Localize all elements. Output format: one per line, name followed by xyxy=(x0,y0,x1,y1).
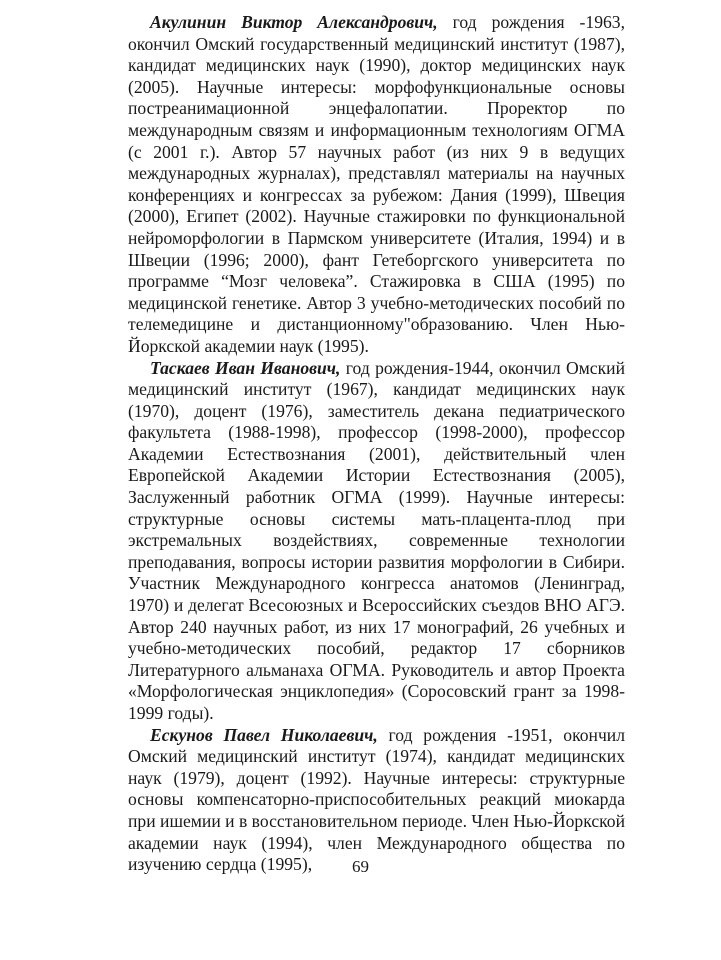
person-name: Таскаев Иван Иванович, xyxy=(150,357,341,378)
page-number: 69 xyxy=(352,857,369,876)
biography-text: год рождения -1963, окончил Омский государственный медицинский институт (1987), кандидат медицинских наук (1990), доктор медицинских наук (2005). Научные интересы: морфофункциональные основы постреанимационной энцефалопатии. Проректор по международным связям и информационным технологиям ОГМА (с 2001 г.). Автор 57 научных работ (из них 9 в ведущих международных журналах), представлял материалы на научных конференциях и конгрессах за рубежом: Дания (1999), Швеция (2000), Египет (2002). Научные стажировки по функциональной нейроморфологии в Пармском университете (Италия, 1994) и в Швеции (1996; 2000), фант Гетеборгского университета по программе “Мозг человека”. Стажировка в США (1995) по медицинской генетике. Автор 3 учебно-методических пособий по телемедицине и дистанционному"образованию. Член Нью-Йоркской академии наук (1995). xyxy=(128,12,625,356)
biography-text: год рождения -1951, окончил Омский медицинский институт (1974), кандидат медицинских наук (1979), доцент (1992). Научные интересы: структурные основы компенсаторно-приспособительных реакций миокарда при ишемии и в восстановительном периоде. Член Нью-Йоркской академии наук (1994), член Международного общества по изучению сердца (1995), xyxy=(128,724,626,875)
biography-text: год рождения-1944, окончил Омский медицинский институт (1967), кандидат медицинских наук (1970), доцент (1976), заместитель декана педиатрического факультета (1988-1998), профессор (1998-2000), профессор Академии Естествознания (2001), действительный член Европейской Академии Истории Естествознания (2005), Заслуженный работник ОГМА (1999). Научные интересы: структурные основы системы мать-плацента-плод при экстремальных воздействиях, современные технологии преподавания, вопросы истории развития морфологии в Сибири. Участник Международного конгресса анатомов (Ленинград, 1970) и делегат Всесоюзных и Всероссийских съездов ВНО АГЭ. Автор 240 научных работ, из них 17 монографий, 26 учебных и учебно-методических пособий, редактор 17 сборников Литературного альманаха ОГМА. Руководитель и автор Проекта «Морфологическая энциклопедия» (Соросовский грант за 1998-1999 годы). xyxy=(128,357,625,723)
person-name: Акулинин Виктор Александрович, xyxy=(150,12,438,32)
biography-paragraph xyxy=(128,12,625,358)
biography-paragraph xyxy=(128,358,625,725)
page-body xyxy=(128,12,625,876)
person-name: Ескунов Павел Николаевич, xyxy=(150,724,378,745)
biography-paragraph xyxy=(128,725,625,876)
